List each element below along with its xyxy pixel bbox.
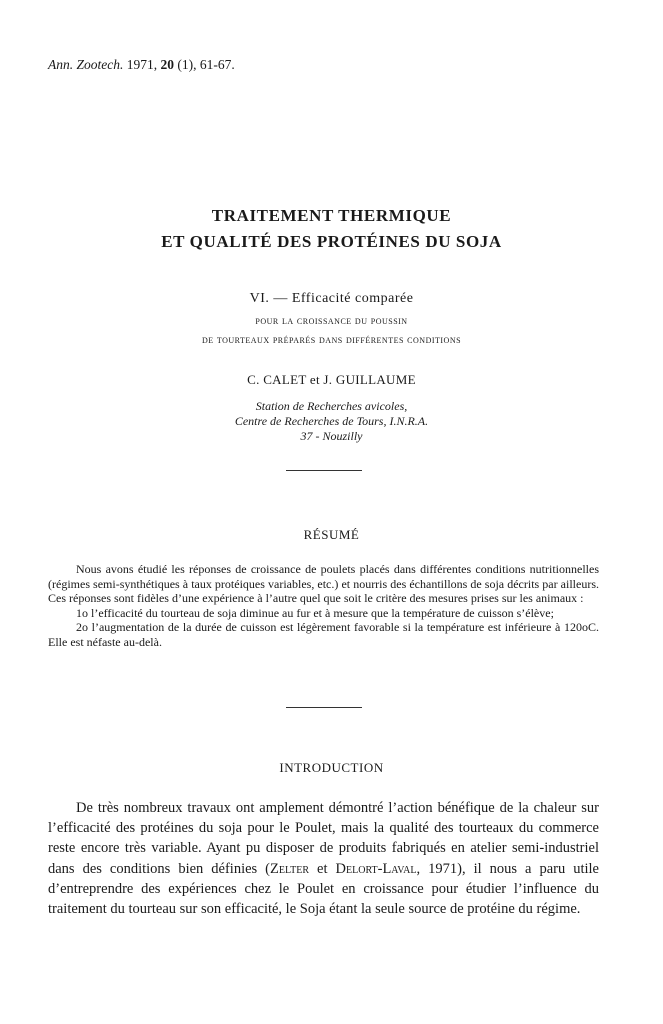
citation-year: 1971, — [126, 57, 158, 72]
citation-line — [48, 57, 235, 73]
affiliation-line-3: 37 - Nouzilly — [300, 429, 363, 443]
affiliation-line-2: Centre de Recherches de Tours, I.N.R.A. — [234, 414, 429, 428]
reference-author: Delort-Laval — [335, 860, 417, 877]
journal-name: Ann. Zootech. — [48, 57, 124, 72]
title-line-1: TRAITEMENT THERMIQUE — [211, 206, 452, 225]
authors: C. CALET et J. GUILLAUME — [247, 372, 416, 387]
divider-rule — [286, 707, 362, 708]
subtitle-line-2: pour la croissance du poussin — [255, 315, 408, 327]
citation-volume: 20 — [160, 57, 174, 72]
subtitle-part: VI. — Efficacité comparée — [249, 291, 414, 306]
introduction-heading: INTRODUCTION — [279, 760, 384, 775]
resume-abstract — [48, 562, 599, 650]
divider-rule — [286, 470, 362, 471]
reference-author: Zelter — [270, 860, 310, 877]
citation-pages: (1), 61-67. — [177, 57, 235, 72]
affiliation-line-1: Station de Recherches avicoles, — [255, 399, 408, 413]
introduction-body — [48, 798, 599, 919]
resume-heading: RÉSUMÉ — [303, 527, 360, 542]
resume-paragraph: Nous avons étudié les réponses de croissance de poulets placés dans différentes conditions nutritionnelles (régimes semi-synthétiques à taux protéiques variables, etc.) et nourris des échantillons de soja décrits par ailleurs. Ces réponses sont fidèles d’une expérience à l’autre quel que soit le critère des mesures prises sur les animaux : — [48, 562, 599, 606]
resume-paragraph: 1o l’efficacité du tourteau de soja diminue au fur et à mesure que la température de cuisson s’élève; — [76, 605, 554, 620]
resume-paragraph: 2o l’augmentation de la durée de cuisson est légèrement favorable si la température est inférieure à 120oC. Elle est néfaste au-delà. — [48, 620, 599, 649]
introduction-paragraph: De très nombreux travaux ont amplement démontré l’action bénéfique de la chaleur sur l’efficacité des protéines du soja pour le Poulet, mais la qualité des tourteaux du commerce reste encore très variable. Ayant pu disposer de produits fabriqués en atelier semi-industriel dans des conditions bien définies (Zelter et Delort-Laval, 1971), il nous a paru utile d’entreprendre des expériences chez le Poulet en croissance pour étudier l’influence du traitement du tourteau sur son efficacité, le Soja étant la seule source de protéine du régime. — [48, 800, 599, 918]
title-line-2: ET QUALITÉ DES PROTÉINES DU SOJA — [161, 232, 502, 251]
subtitle-line-3: de tourteaux préparés dans différentes conditions — [201, 334, 462, 346]
